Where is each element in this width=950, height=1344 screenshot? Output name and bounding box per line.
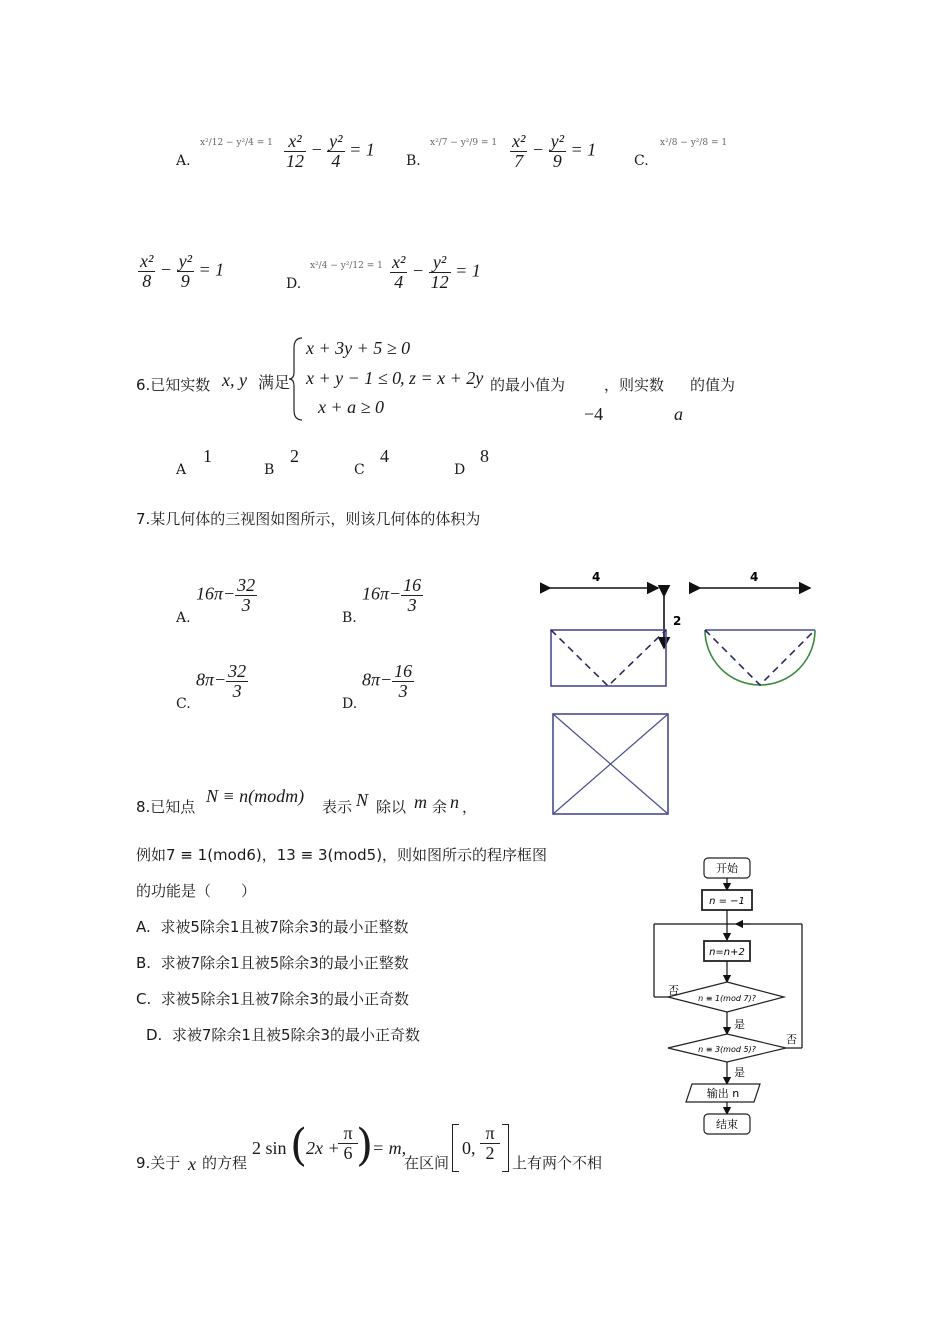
q6-objective: , z = x + 2y (400, 368, 484, 388)
q5-option-a-label: A. (176, 153, 191, 169)
side-width-label: 4 (750, 570, 759, 584)
q8-N: N (356, 790, 369, 810)
q6-value-text: 的值为 (690, 376, 736, 394)
q6-option-a-label: A (176, 462, 187, 478)
q6-satisfy: 满足 (258, 373, 291, 392)
front-view-dashes (551, 630, 666, 686)
q6-option-a-value: 1 (203, 446, 212, 466)
q8-expr: N ≡ n(modm) (206, 786, 305, 806)
flow-cond1-text: n ≡ 1(mod 7)? (698, 994, 756, 1003)
q7-option-c-value: 8π− $\frac{32}{3}$ (196, 661, 247, 701)
q7-option-c-label: C. (176, 696, 191, 712)
q6-option-b-label: B (264, 462, 275, 478)
q6-min-value: −4 (584, 404, 604, 424)
q5-option-d-main: $\frac{\text{x²}}{4}$ − $\frac{\text{y²}}{12}$ = 1 (392, 252, 481, 292)
front-height-label: 2 (673, 614, 682, 628)
flow-yes2-text: 是 (734, 1066, 745, 1079)
q5-option-d-small: x²/4 − y²/12 = 1 (310, 261, 383, 271)
q8-stem-mid2: 除以 (376, 798, 407, 816)
side-view-arc (705, 630, 815, 685)
flow-init-text: n = −1 (709, 896, 745, 907)
q7-option-a-value: 16π− $\frac{32}{3}$ (196, 575, 256, 615)
q8-option-a: A. 求被5除余1且被7除余3的最小正整数 (136, 918, 409, 936)
side-view-dashes (705, 630, 815, 685)
q9-interval: 0, $\frac{\pi}{2}$ (452, 1124, 512, 1174)
flowchart (650, 852, 810, 1142)
q8-stem-mid1: 表示 (322, 798, 353, 816)
flow-output-text: 输出 n (706, 1087, 740, 1100)
q7-option-b-label: B. (342, 610, 357, 626)
q9-suffix: 上有两个不相 (512, 1154, 603, 1172)
q7-option-d-value: 8π− $\frac{16}{3}$ (362, 661, 413, 701)
q6-then-text: ，则实数 (604, 376, 665, 394)
q6-option-c-value: 4 (380, 446, 389, 466)
q7-stem: 7.某几何体的三视图如图所示，则该几何体的体积为 (136, 510, 481, 528)
q8-n: n (450, 792, 459, 812)
flow-no1-text: 否 (668, 984, 679, 997)
flow-cond2-text: n ≡ 3(mod 5)? (698, 1045, 756, 1054)
flow-start-text: 开始 (716, 862, 738, 875)
flow-end-text: 结束 (716, 1118, 738, 1131)
q9-interval-text: 在区间 (404, 1154, 450, 1172)
q6-option-d-label: D (454, 462, 466, 478)
q6-param: a (674, 404, 683, 424)
q5-option-b-label: B. (406, 153, 421, 169)
q5-option-c-small: x²/8 − y²/8 = 1 (660, 138, 728, 148)
q6-constraint-1: x + 3y + 5 ≥ 0 (306, 338, 411, 358)
three-views-figure (540, 566, 830, 826)
q8-stem-prefix: 8.已知点 (136, 798, 196, 816)
q7-option-d-label: D. (342, 696, 358, 712)
q6-prefix: 6.已知实数 (136, 376, 211, 394)
q5-option-c-label: C. (634, 153, 649, 169)
q7-option-b-value: 16π− $\frac{16}{3}$ (362, 575, 422, 615)
q8-stem-mid3: 余 (432, 798, 448, 816)
front-view-rect (551, 630, 666, 686)
q6-option-d-value: 8 (480, 446, 489, 466)
q6-min-text: 的最小值为 (490, 376, 566, 394)
q5-option-a-main: $\frac{\text{x²}}{12}$ − $\frac{\text{y²}}{4}$ = 1 (286, 131, 375, 171)
q8-function-text: 的功能是（ ） (136, 882, 257, 900)
q5-option-b-small: x²/7 − y²/9 = 1 (430, 138, 498, 148)
q9-prefix: 9.关于 (136, 1154, 181, 1172)
q5-option-c-main: $\frac{\text{x²}}{8}$ − $\frac{\text{y²}}{9}$ = 1 (140, 251, 225, 291)
q6-vars: x, y (222, 370, 247, 390)
flow-step-text: n=n+2 (709, 947, 745, 958)
q9-eq-text: 的方程 (202, 1154, 248, 1172)
q8-m: m (414, 792, 427, 812)
flow-no2-text: 否 (786, 1033, 797, 1046)
q5-option-a-small: x²/12 − y²/4 = 1 (200, 138, 273, 148)
q6-constraint-3: x + a ≥ 0 (318, 397, 385, 417)
q9-var: x (188, 1154, 196, 1174)
q6-brace (288, 336, 304, 422)
q5-option-d-label: D. (286, 276, 302, 292)
q8-stem-end: ， (462, 798, 478, 816)
q6-option-b-value: 2 (290, 446, 299, 466)
q6-option-c-label: C (354, 462, 365, 478)
q8-option-b: B. 求被7除余1且被5除余3的最小正整数 (136, 954, 409, 972)
q6-constraint-2: x + y − 1 ≤ 0 (306, 368, 402, 388)
q5-option-b-main: $\frac{\text{x²}}{7}$ − $\frac{\text{y²}}{9}$ = 1 (512, 131, 597, 171)
q8-option-c: C. 求被5除余1且被7除余3的最小正奇数 (136, 990, 409, 1008)
q8-option-d: D. 求被7除余1且被5除余3的最小正奇数 (146, 1026, 421, 1044)
flow-yes1-text: 是 (734, 1018, 745, 1031)
front-width-label: 4 (592, 570, 601, 584)
q8-example: 例如7 ≡ 1(mod6)，13 ≡ 3(mod5)，则如图所示的程序框图 (136, 846, 548, 864)
q7-option-a-label: A. (176, 610, 191, 626)
